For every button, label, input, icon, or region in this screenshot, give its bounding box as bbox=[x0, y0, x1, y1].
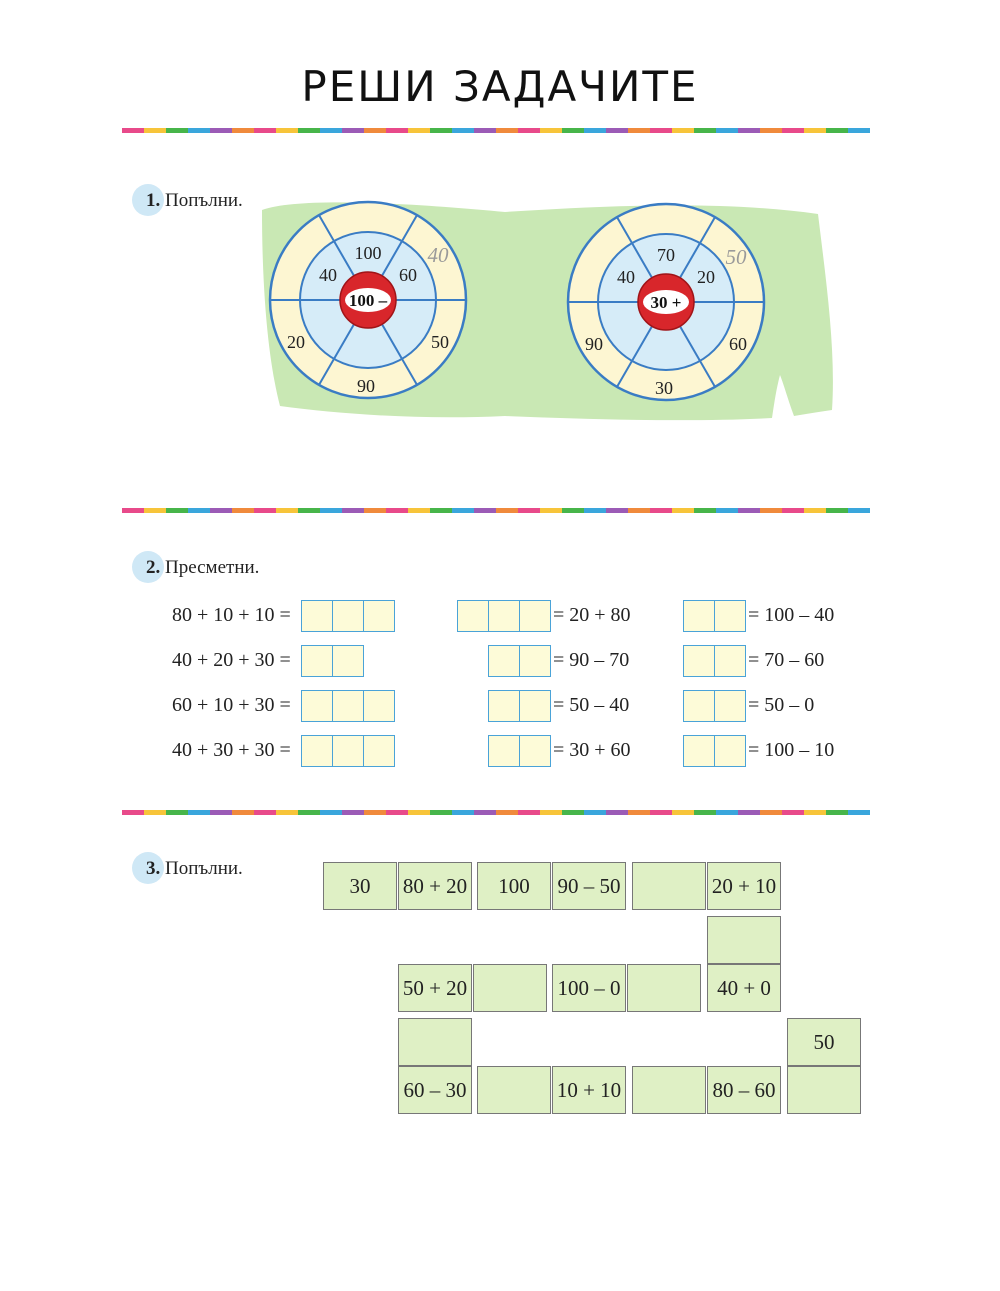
domino-cell: 100 bbox=[477, 862, 551, 910]
equation: = 90 – 70 bbox=[553, 649, 630, 671]
task2-number: 2. bbox=[146, 557, 161, 578]
answer-boxes[interactable] bbox=[488, 735, 551, 767]
equation: = 50 – 0 bbox=[748, 694, 815, 716]
equation: 60 + 10 + 30 = bbox=[172, 694, 291, 716]
equation: 40 + 20 + 30 = bbox=[172, 649, 291, 671]
domino-cell: 80 + 20 bbox=[398, 862, 472, 910]
outer-number: 20 bbox=[287, 332, 305, 352]
domino-cell: 60 – 30 bbox=[398, 1066, 472, 1114]
task1-text: Попълни. bbox=[165, 190, 243, 211]
equation: = 100 – 40 bbox=[748, 604, 835, 626]
outer-number: 90 bbox=[357, 376, 375, 396]
answer-boxes[interactable] bbox=[488, 690, 551, 722]
outer-number: 50 bbox=[431, 332, 449, 352]
inner-number: 70 bbox=[657, 245, 675, 265]
domino-cell-empty[interactable] bbox=[707, 916, 781, 964]
task2-text: Пресметни. bbox=[165, 557, 260, 578]
wheel-100-minus bbox=[270, 202, 466, 398]
domino-cell-empty[interactable] bbox=[632, 1066, 706, 1114]
domino-cell: 40 + 0 bbox=[707, 964, 781, 1012]
wheel-30-plus bbox=[568, 204, 764, 400]
equation: = 50 – 40 bbox=[553, 694, 630, 716]
equation: = 20 + 80 bbox=[553, 604, 631, 626]
handwritten-answer: 50 bbox=[725, 245, 747, 269]
domino-cell: 50 bbox=[787, 1018, 861, 1066]
inner-number: 40 bbox=[617, 267, 635, 287]
equation: = 70 – 60 bbox=[748, 649, 825, 671]
answer-boxes[interactable] bbox=[683, 690, 746, 722]
task1-number: 1. bbox=[146, 190, 161, 211]
answer-boxes[interactable] bbox=[301, 600, 395, 632]
divider-bottom bbox=[122, 810, 870, 815]
divider-middle bbox=[122, 508, 870, 513]
task2-label bbox=[146, 557, 259, 579]
domino-cell-empty[interactable] bbox=[632, 862, 706, 910]
domino-cell: 10 + 10 bbox=[552, 1066, 626, 1114]
domino-cell: 100 – 0 bbox=[552, 964, 626, 1012]
wheel-operator: 30 + bbox=[650, 293, 682, 312]
equation: = 30 + 60 bbox=[553, 739, 631, 761]
task1-wheels-figure bbox=[0, 0, 1000, 440]
domino-cell: 50 + 20 bbox=[398, 964, 472, 1012]
inner-number: 100 bbox=[354, 243, 382, 263]
answer-boxes[interactable] bbox=[301, 735, 395, 767]
answer-boxes[interactable] bbox=[488, 645, 551, 677]
outer-number: 30 bbox=[655, 378, 673, 398]
wheel-operator: 100 – bbox=[348, 291, 388, 310]
answer-boxes[interactable] bbox=[683, 735, 746, 767]
domino-cell: 80 – 60 bbox=[707, 1066, 781, 1114]
inner-number: 20 bbox=[697, 267, 715, 287]
answer-boxes[interactable] bbox=[683, 600, 746, 632]
inner-number: 40 bbox=[319, 265, 337, 285]
equation: 80 + 10 + 10 = bbox=[172, 604, 291, 626]
task3-text: Попълни. bbox=[165, 858, 243, 879]
answer-boxes[interactable] bbox=[301, 645, 364, 677]
equation: = 100 – 10 bbox=[748, 739, 835, 761]
equation: 40 + 30 + 30 = bbox=[172, 739, 291, 761]
domino-cell: 30 bbox=[323, 862, 397, 910]
outer-number: 90 bbox=[585, 334, 603, 354]
inner-number: 60 bbox=[399, 265, 417, 285]
outer-number: 60 bbox=[729, 334, 747, 354]
domino-cell-empty[interactable] bbox=[787, 1066, 861, 1114]
domino-cell-empty[interactable] bbox=[473, 964, 547, 1012]
answer-boxes[interactable] bbox=[301, 690, 395, 722]
answer-boxes[interactable] bbox=[457, 600, 551, 632]
domino-cell-empty[interactable] bbox=[398, 1018, 472, 1066]
task3-label bbox=[146, 858, 243, 880]
task3-number: 3. bbox=[146, 858, 161, 879]
domino-cell: 90 – 50 bbox=[552, 862, 626, 910]
domino-cell-empty[interactable] bbox=[627, 964, 701, 1012]
handwritten-answer: 40 bbox=[427, 243, 449, 267]
page-title: РЕШИ ЗАДАЧИТЕ bbox=[301, 62, 699, 111]
domino-cell-empty[interactable] bbox=[477, 1066, 551, 1114]
answer-boxes[interactable] bbox=[683, 645, 746, 677]
domino-cell: 20 + 10 bbox=[707, 862, 781, 910]
